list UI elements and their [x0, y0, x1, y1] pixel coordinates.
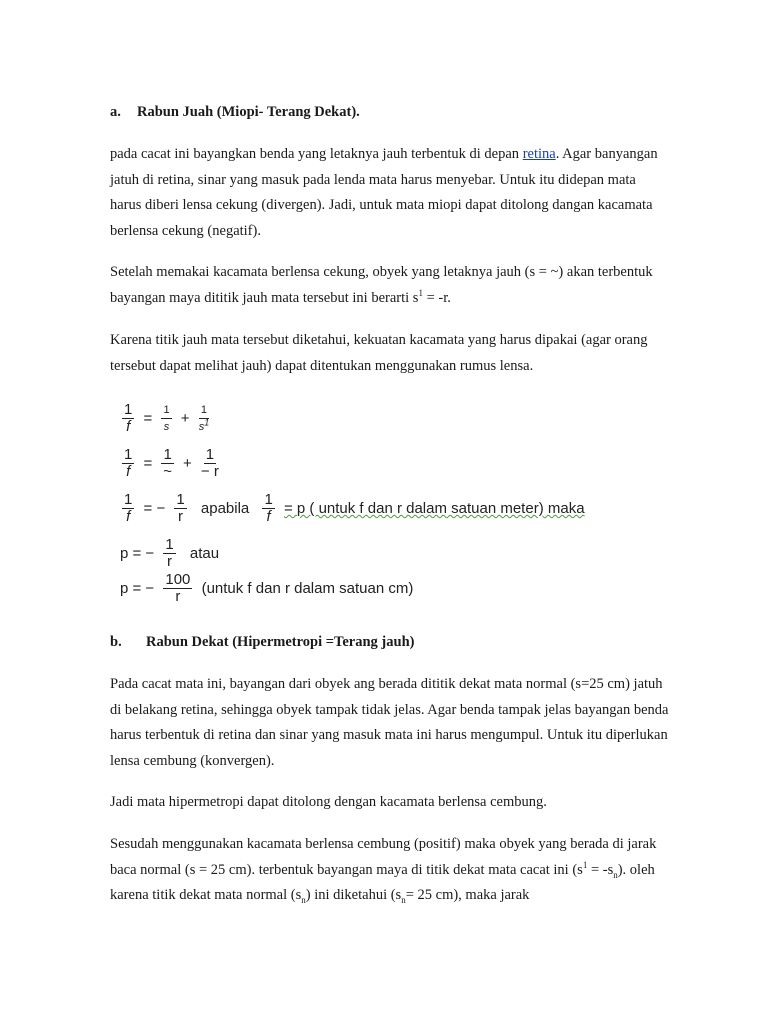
paragraph-text: ). oleh karena titik dekat mata normal (s — [110, 861, 655, 903]
denominator: r — [175, 588, 181, 605]
fraction — [199, 402, 210, 435]
denominator: r — [178, 508, 184, 525]
cm-unit-note: (untuk f dan r dalam satuan cm) — [201, 580, 414, 597]
equals-sign: = — [143, 455, 153, 472]
paragraph-text: Sesudah menggunakan kacamata berlensa cembung (positif) maka obyek yang berada di jarak baca normal (s = 25 cm). terbentuk bayangan maya di titik dekat mata cacat ini (s — [110, 836, 657, 878]
retina-link[interactable]: retina — [522, 146, 556, 162]
section-b-heading — [110, 634, 414, 651]
fraction — [201, 447, 219, 480]
plus-sign: + — [182, 455, 192, 472]
section-b-paragraph-1: Pada cacat mata ini, bayangan dari obyek ang berada dititik dekat mata normal (s=25 cm) jatuh di belakang retina, sehingga obyek tampak tidak jelas. Agar benda tampak jelas bayangan benda harus terbentuk di retina dan sinar yang masuk mata ini harus mengumpul. Untuk itu diperlukan lensa cembung (konvergen). — [110, 676, 669, 769]
paragraph-text: = 25 cm), maka jarak — [405, 887, 530, 903]
fraction — [163, 572, 192, 605]
paragraph-text: pada cacat ini bayangkan benda yang letaknya jauh terbentuk di depan — [110, 146, 523, 162]
equals-minus-sign: = − — [143, 500, 166, 517]
numerator: 100 — [165, 571, 191, 588]
p-equals-text: p = − — [120, 580, 155, 597]
section-a-paragraph-2 — [110, 260, 670, 311]
numerator: 1 — [161, 402, 171, 419]
denominator: f — [266, 508, 271, 525]
paragraph-text: ) ini diketahui (s — [305, 887, 402, 903]
denominator: ~ — [163, 463, 172, 480]
numerator: 1 — [199, 402, 209, 419]
formula-line-1 — [120, 402, 211, 435]
paragraph-text: = -r. — [422, 289, 451, 306]
numerator: 1 — [124, 401, 133, 418]
numerator: 1 — [124, 491, 133, 508]
fraction — [262, 492, 274, 525]
numerator: 1 — [163, 446, 172, 463]
formula-line-5 — [120, 572, 416, 605]
section-b-paragraph-2: Jadi mata hipermetropi dapat ditolong dengan kacamata berlensa cembung. — [110, 794, 547, 810]
superscript: 1 — [418, 287, 423, 298]
superscript: 1 — [204, 417, 210, 428]
section-a-heading — [110, 104, 360, 121]
section-a-paragraph-3: Karena titik jauh mata tersebut diketahui, kekuatan kacamata yang harus dipakai (agar orang tersebut dapat melihat jauh) dapat ditentukan menggunakan rumus lensa. — [110, 332, 648, 374]
numerator: 1 — [124, 446, 133, 463]
fraction — [174, 492, 186, 525]
superscript: 1 — [582, 859, 588, 870]
fraction — [161, 447, 173, 480]
subscript: n — [401, 894, 406, 905]
p-equals-text: p = − — [120, 545, 155, 562]
fraction — [163, 537, 175, 570]
section-b-title: Rabun Dekat (Hipermetropi =Terang jauh) — [146, 634, 415, 650]
denominator: − r — [200, 463, 219, 480]
subscript: n — [301, 894, 306, 905]
fraction — [161, 402, 171, 435]
formula-line-3 — [120, 492, 588, 525]
paragraph-text: = -s — [587, 861, 614, 878]
numerator: 1 — [205, 446, 215, 463]
subscript: n — [613, 869, 618, 880]
denominator: r — [167, 553, 173, 570]
fraction — [122, 447, 134, 480]
section-a-title: Rabun Juah (Miopi- Terang Dekat). — [137, 104, 360, 120]
paragraph-text: Setelah memakai kacamata berlensa cekung, obyek yang letaknya jauh (s = ~) akan terbentuk bayangan maya dititik jauh mata tersebut ini berarti s — [110, 264, 653, 306]
power-definition-text: = p ( untuk f dan r dalam satuan meter) maka — [283, 500, 585, 517]
numerator: 1 — [165, 536, 174, 553]
atau-text: atau — [189, 545, 220, 562]
section-b-marker: b. — [110, 634, 122, 650]
section-a-marker: a. — [110, 104, 121, 120]
symbol-s: s — [198, 421, 205, 433]
denominator: f — [126, 463, 131, 480]
denominator: f — [126, 508, 131, 525]
plus-sign: + — [180, 410, 190, 427]
paragraph-text: . Agar banyangan jatuh di retina, sinar yang masuk pada lenda mata harus menyebar. Untuk itu didepan mata harus diberi lensa cekung (divergen). Jadi, untuk mata miopi dapat ditolong dangan kacamata berlensa cekung (negatif). — [110, 146, 658, 239]
fraction — [122, 492, 134, 525]
denominator — [199, 419, 210, 435]
formula-line-4 — [120, 537, 222, 570]
fraction — [122, 402, 134, 435]
section-b-paragraph-3 — [110, 832, 670, 909]
numerator: 1 — [176, 491, 185, 508]
section-a-paragraph-1 — [110, 142, 670, 244]
equals-sign: = — [143, 410, 153, 427]
formula-line-2 — [120, 447, 221, 480]
apabila-text: apabila — [200, 500, 250, 517]
numerator: 1 — [264, 491, 273, 508]
denominator: s — [163, 421, 170, 433]
denominator: f — [126, 418, 131, 435]
